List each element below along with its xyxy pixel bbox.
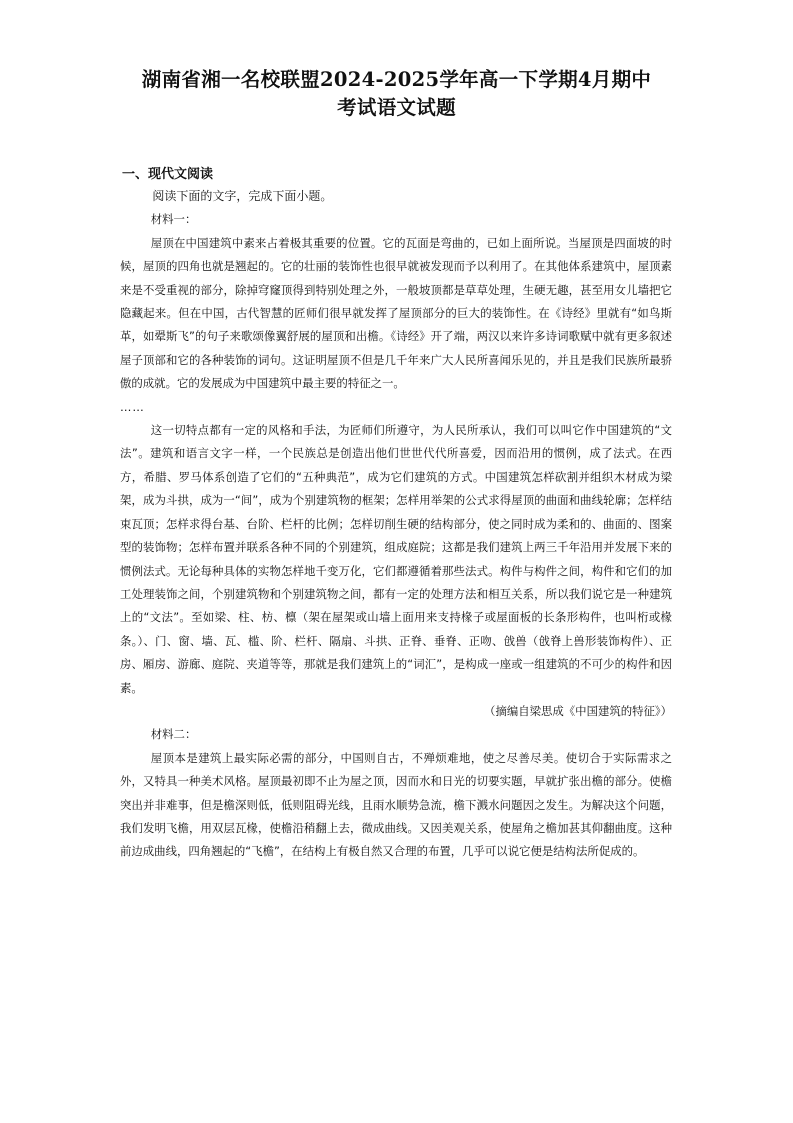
- material-1-label: 材料一：: [150, 212, 197, 227]
- instruction-text: 阅读下面的文字，完成下面小题。: [152, 189, 333, 203]
- omission-ellipsis: ……: [120, 399, 145, 414]
- material-1-paragraph-1: 屋顶在中国建筑中素来占着极其重要的位置。它的瓦面是弯曲的，已如上面所说。当屋顶是四面坡的时候，屋顶的四角也就是翘起的。它的壮丽的装饰性也很早就被发现而予以利用了。在其他体系建筑中，屋顶素来是不受重视的部分，除掉穹窿顶得到特别处理之外，一般坡顶都是草草处理，生硬无趣，甚至用女儿墙把它隐藏起来。但在中国，古代智慧的匠师们很早就发挥了屋顶部分的巨大的装饰性。在《诗经》里就有“如鸟斯革，如翚斯飞”的句子来歌颂像翼舒展的屋顶和出檐。《诗经》开了端，两汉以来许多诗词歌赋中就有更多叙述屋子顶部和它的各种装饰的词句。这证明屋顶不但是几千年来广大人民所喜闻乐见的，并且是我们民族所最骄傲的成就。它的发展成为中国建筑中最主要的特征之一。: [120, 235, 672, 391]
- reading-passage: [120, 185, 672, 864]
- material-2-label: 材料二：: [150, 727, 197, 742]
- exam-title: [60, 66, 733, 122]
- section-heading: 一、现代文阅读: [122, 167, 214, 182]
- title-line-1: 湖南省湘一名校联盟2024-2025学年高一下学期4月期中: [141, 68, 652, 91]
- material-1-citation: （摘编自梁思成《中国建筑的特征》）: [484, 703, 672, 718]
- material-1-paragraph-2: 这一切特点都有一定的风格和手法，为匠师们所遵守，为人民所承认，我们可以叫它作中国建筑的“文法”。建筑和语言文字一样，一个民族总是创造出他们世世代代所喜爱，因而沿用的惯例，成了法式。在西方，希腊、罗马体系创造了它们的“五种典范”，成为它们建筑的方式。中国建筑怎样砍割并组织木材成为梁架，成为斗拱，成为一“间”，成为个别建筑物的框架；怎样用举架的公式求得屋顶的曲面和曲线轮廓；怎样结束瓦顶；怎样求得台基、台阶、栏杆的比例；怎样切削生硬的结构部分，使之同时成为柔和的、曲面的、图案型的装饰物；怎样布置并联系各种不同的个别建筑，组成庭院；这都是我们建筑上两三千年沿用并发展下来的惯例法式。无论每种具体的实物怎样地千变万化，它们都遵循着那些法式。构件与构件之间，构件和它们的加工处理装饰之间，个别建筑物和个别建筑物之间，都有一定的处理方法和相互关系，所以我们说它是一种建筑上的“文法”。至如梁、柱、枋、檩（架在屋架或山墙上面用来支持椽子或屋面板的长条形构件，也叫桁或椽条。）、门、窗、墙、瓦、槛、阶、栏杆、隔扇、斗拱、正脊、垂脊、正吻、戗兽（戗脊上兽形装饰构件）、正房、厢房、游廊、庭院、夹道等等，那就是我们建筑上的“词汇”，是构成一座或一组建筑的不可少的构件和因素。: [120, 423, 672, 695]
- material-2-paragraph-1: 屋顶本是建筑上最实际必需的部分，中国则自古，不殚烦难地，使之尽善尽美。使切合于实际需求之外，又特具一种美术风格。屋顶最初即不止为屋之顶，因而水和日光的切要实题，早就扩张出檐的部分。使檐突出并非难事，但是檐深则低，低则阻碍光线，且雨水顺势急流，檐下溅水问题因之发生。为解决这个问题，我们发明飞檐，用双层瓦椽，使檐沿稍翻上去，微成曲线。又因美观关系，使屋角之檐加甚其仰翻曲度。这种前边成曲线，四角翘起的“飞檐”，在结构上有极自然又合理的布置，几乎可以说它便是结构法所促成的。: [120, 750, 672, 859]
- title-line-2: 考试语文试题: [337, 96, 456, 119]
